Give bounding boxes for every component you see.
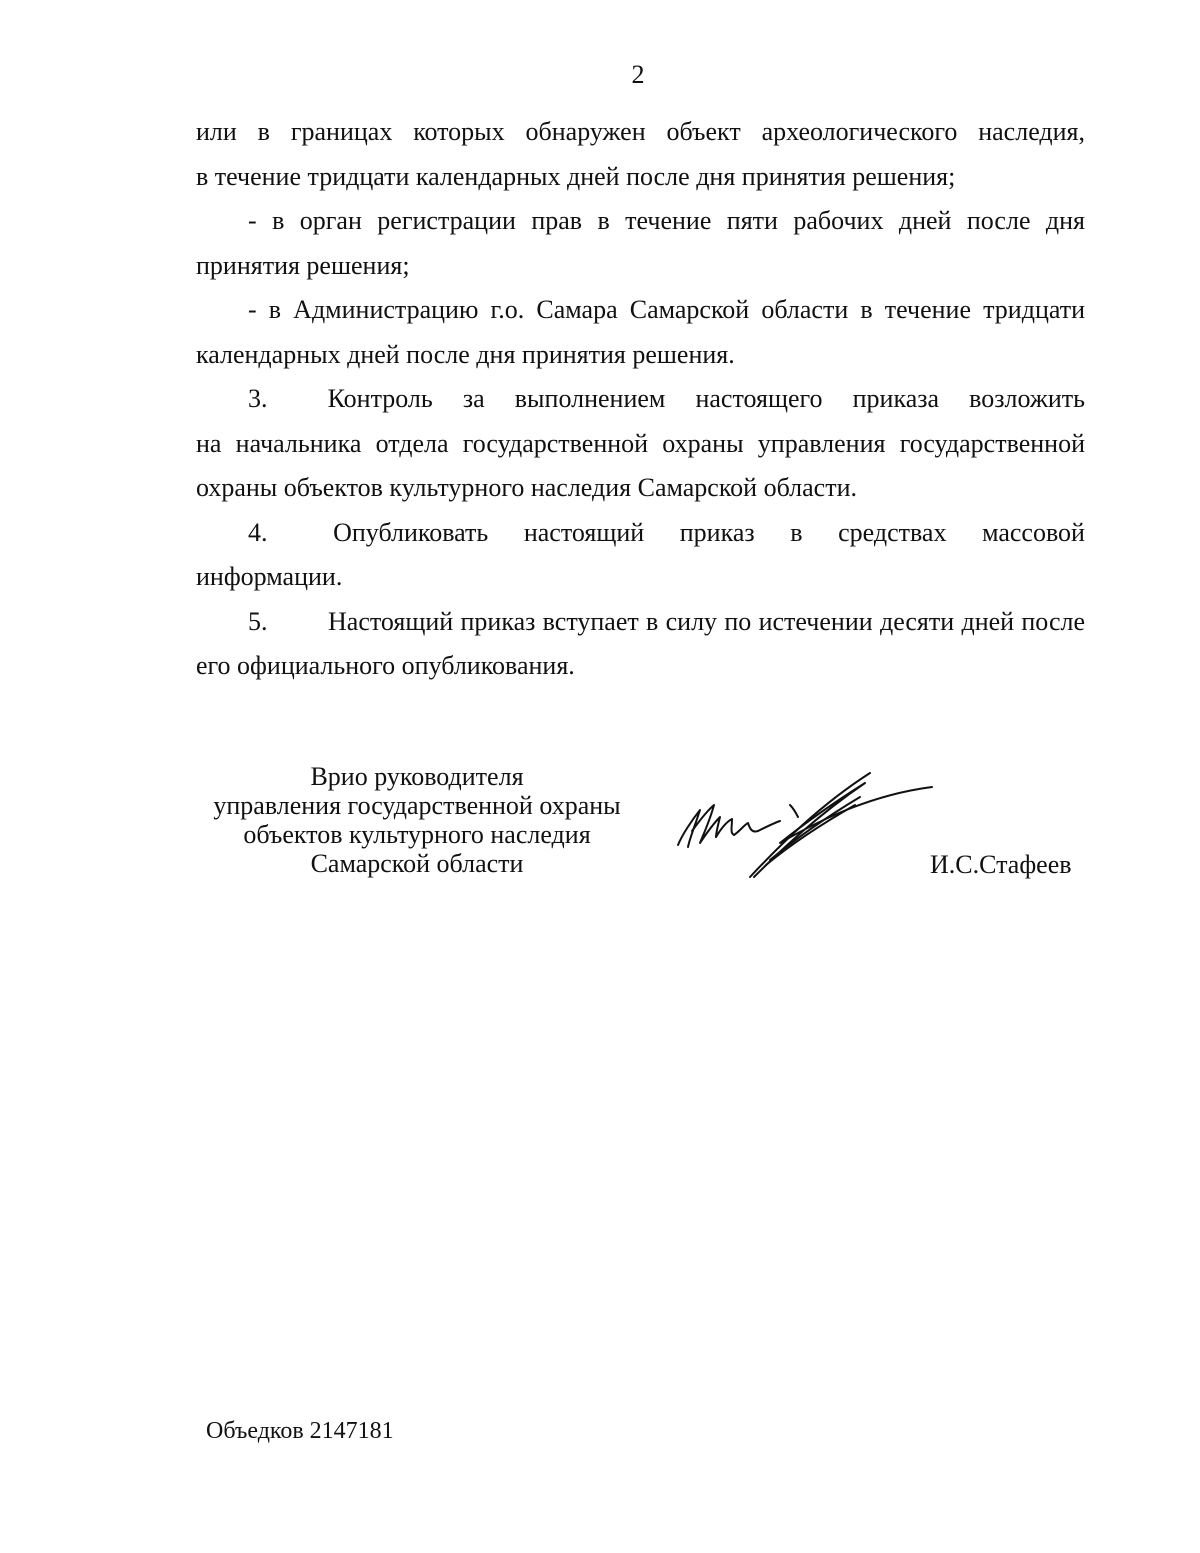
word: за (462, 384, 485, 413)
executor-note: Объедков 2147181 (206, 1418, 394, 1444)
paragraph-continuation (196, 110, 1085, 199)
signer-name: И.С.Стафеев (930, 850, 1072, 879)
item-number: 3. (248, 384, 268, 413)
paragraph-line: информации. (196, 562, 343, 591)
paragraph-administration (196, 288, 1085, 377)
paragraph-line: календарных дней после дня принятия решения. (196, 339, 735, 369)
word: Опубликовать (333, 517, 489, 547)
signatory-position (196, 762, 638, 878)
paragraph-registration (196, 199, 1085, 288)
word: средствах (838, 517, 947, 547)
paragraph-line: на начальника отдела государственной охраны управления государственной (196, 428, 1085, 458)
word: возложить (969, 384, 1085, 413)
position-line: объектов культурного наследия (243, 820, 591, 849)
item-number: 5. (248, 606, 268, 636)
word: Контроль (327, 384, 433, 413)
word: в (790, 517, 803, 547)
paragraph-line: или в границах которых обнаружен объект археологического наследия, (196, 117, 1085, 146)
word: выполнением (514, 384, 666, 413)
item-3 (196, 377, 1085, 511)
paragraph-line: его официального опубликования. (196, 651, 575, 680)
word: приказа (852, 384, 940, 413)
document-body (196, 110, 1085, 689)
position-line: Самарской области (310, 849, 524, 878)
item-5-first-line (196, 600, 1085, 645)
paragraph-line: Настоящий приказ вступает в силу по истечении десяти дней после (328, 606, 1085, 636)
item-4-first-line (196, 511, 1085, 556)
word: приказ (679, 517, 755, 547)
item-4 (196, 511, 1085, 600)
item-number: 4. (248, 517, 268, 547)
paragraph-line: охраны объектов культурного наследия Самарской области. (196, 473, 857, 502)
item-5 (196, 600, 1085, 689)
item-3-first-line (196, 377, 1085, 422)
paragraph-line: принятия решения; (196, 250, 410, 280)
position-line: Врио руководителя (310, 762, 524, 791)
paragraph-line: в течение тридцати календарных дней после дня принятия решения; (196, 161, 956, 191)
word: настоящего (695, 384, 823, 413)
word: массовой (982, 517, 1085, 547)
page-number: 2 (631, 60, 645, 89)
word: настоящий (523, 517, 645, 547)
handwritten-signature (670, 765, 945, 885)
position-line: управления государственной охраны (213, 791, 621, 820)
paragraph-line: - в орган регистрации прав в течение пяти рабочих дней после дня (248, 206, 1085, 235)
paragraph-line: - в Администрацию г.о. Самара Самарской области в течение тридцати (248, 295, 1085, 324)
